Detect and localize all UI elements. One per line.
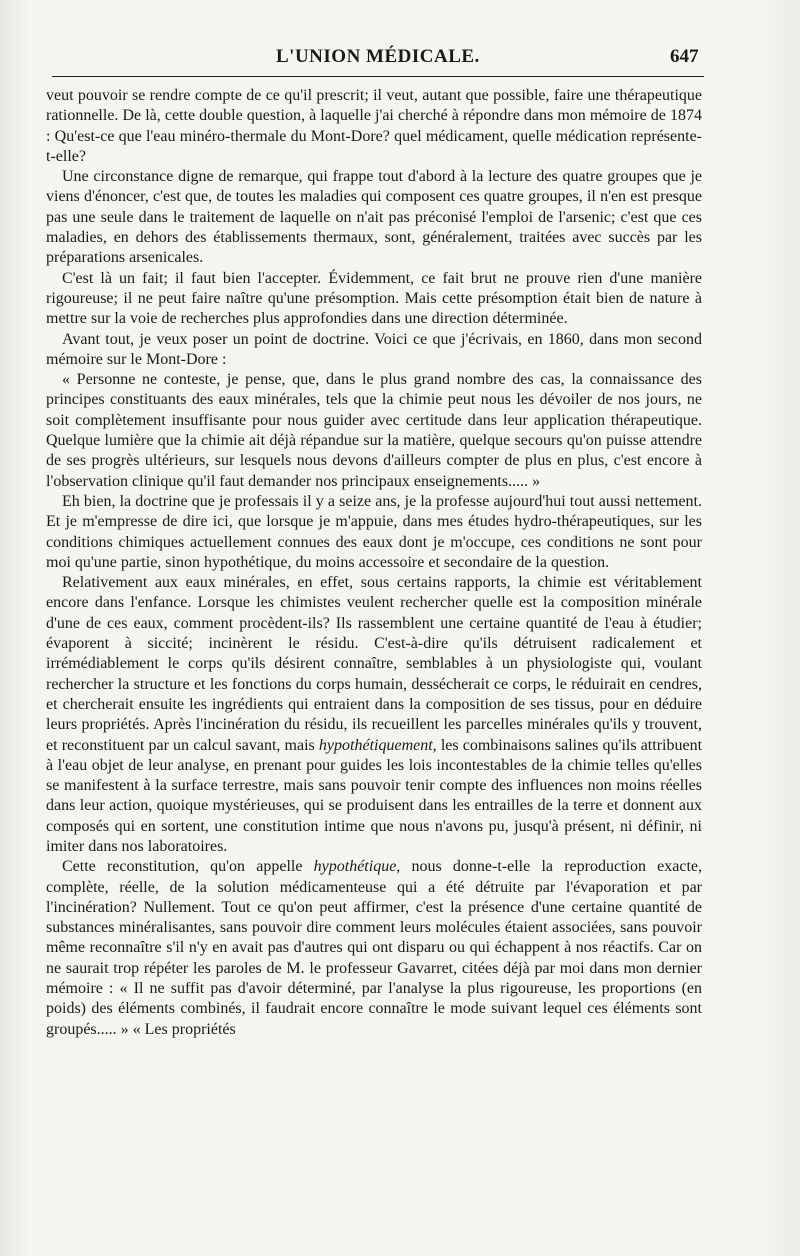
paragraph-text: Cette reconstitution, qu'on appelle	[62, 858, 314, 876]
paragraph: Eh bien, la doctrine que je professais il y a seize ans, je la professe aujourd'hui tout aussi nettement. Et je m'empresse de dire ici, que lorsque je m'appuie, dans mes études hydro-thérapeutiques, sur les conditions chimiques actuellement connues des eaux dont je m'occupe, ces conditions ne sont pour moi qu'une partie, sinon hypothétique, du moins accessoire et secondaire de la question.	[46, 492, 702, 571]
quotation-paragraph: « Personne ne conteste, je pense, que, dans le plus grand nombre des cas, la connaissance des principes constituants des eaux minérales, tels que la chimie peut nous les dévoiler de nos jours, ne soit complètement insuffisante pour nous guider avec certitude dans leur application thérapeutique. Quelque lumière que la chimie ait déjà répandue sur la matière, quelque secours qu'on puisse attendre de ses progrès ultérieurs, sur lesquels nous devons d'ailleurs compter de plus en plus, c'est encore à l'observation clinique qu'il faut demander nos principaux enseignements..... »	[46, 371, 702, 490]
paragraph	[46, 573, 702, 857]
paragraph-text: , nous donne-t-elle la reproduction exacte, complète, réelle, de la solution médicamenteuse qui a été détruite par l'évaporation et par l'incinération? Nullement. Tout ce qu'on peut affirmer, c'est la présence d'une certaine quantité de substances minéralisantes, sans pouvoir dire comment leurs molécules étaient associées, sans pouvoir même reconnaître s'il n'y en avait pas d'autres qui ont disparu ou qui échappent à nos réactifs. Car on ne saurait trop répéter les paroles de M. le professeur Gavarret, citées déjà par moi dans mon dernier mémoire : « Il ne suffit pas d'avoir déterminé, par l'analyse la plus rigoureuse, les proportions (en poids) des éléments combinés, il faudrait encore connaître le mode suivant lequel ces éléments sont groupés..... » « Les propriétés	[46, 858, 703, 1038]
body-text	[46, 86, 702, 1040]
paragraph-text: Relativement aux eaux minérales, en effet, sous certains rapports, la chimie est véritablement encore dans l'enfance. Lorsque les chimistes veulent rechercher quelle est la composition minérale d'une de ces eaux, comment procèdent-ils? Ils rassemblent une certaine quantité de l'eau à étudier; évaporent à siccité; incinèrent le résidu. C'est-à-dire qu'ils détruisent radicalement et irrémédiablement le corps qu'ils désirent connaître, semblables à un physiologiste qui, voulant rechercher la structure et les fonctions du corps humain, dessécherait ce corps, le réduirait en cendres, et chercherait ensuite les ingrédients qui entraient dans la composition de ses tissus, pour en déduire leurs propriétés. Après l'incinération du résidu, ils recueillent les parcelles minérales qu'ils y trouvent, et reconstituent par un calcul savant, mais	[46, 574, 702, 754]
running-title: L'UNION MÉDICALE.	[276, 46, 480, 67]
header-rule	[52, 76, 704, 77]
italic-term: hypothétiquement	[318, 736, 433, 754]
paragraph: veut pouvoir se rendre compte de ce qu'il prescrit; il veut, autant que possible, faire une thérapeutique rationnelle. De là, cette double question, à laquelle j'ai cherché à répondre dans mon mémoire de 1874 : Qu'est-ce que l'eau minéro-thermale du Mont-Dore? quel médicament, quelle médication représente-t-elle?	[46, 87, 702, 165]
paragraph: C'est là un fait; il faut bien l'accepter. Évidemment, ce fait brut ne prouve rien d'une manière rigoureuse; il ne peut faire naître qu'une présomption. Mais cette présomption était bien de nature à mettre sur la voie de recherches plus approfondies dans une direction déterminée.	[46, 269, 702, 328]
page-header	[46, 42, 704, 74]
page-number: 647	[670, 46, 699, 67]
paragraph: Avant tout, je veux poser un point de doctrine. Voici ce que j'écrivais, en 1860, dans mon second mémoire sur le Mont-Dore :	[46, 330, 702, 368]
italic-term: hypothétique	[313, 858, 397, 876]
paragraph-text: , les combinaisons salines qu'ils attribuent à l'eau objet de leur analyse, en prenant pour guides les lois incontestables de la chimie telles qu'elles se manifestent à la surface terrestre, mais sans pouvoir tenir compte des influences non moins réelles dans leur action, quoique mystérieuses, qui se produisent dans les entrailles de la terre et donnent aux composés qui en sortent, une constitution intime que nous n'avons pu, jusqu'à présent, ni définir, ni imiter dans nos laboratoires.	[46, 736, 703, 855]
paragraph	[46, 857, 702, 1040]
paragraph: Une circonstance digne de remarque, qui frappe tout d'abord à la lecture des quatre groupes que je viens d'énoncer, c'est que, de toutes les maladies qui composent ces quatre groupes, il n'en est presque pas une seule dans le traitement de laquelle on n'ait pas préconisé l'emploi de l'arsenic; c'est que ces maladies, en dehors des établissements thermaux, sont, généralement, traitées avec succès par les préparations arsenicales.	[46, 168, 702, 267]
